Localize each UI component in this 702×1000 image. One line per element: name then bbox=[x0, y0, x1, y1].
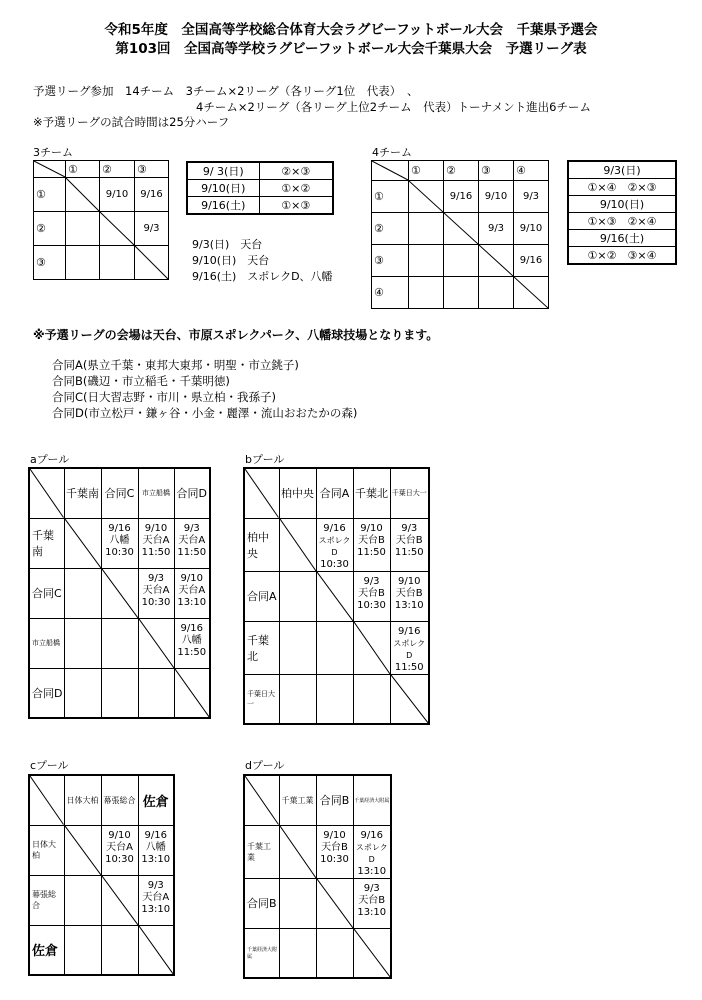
pool-b-grid bbox=[243, 467, 430, 725]
empty-cell bbox=[316, 674, 353, 724]
schedule-match: ①×③ bbox=[259, 197, 333, 215]
row-header: ④ bbox=[372, 277, 409, 309]
team-row-header: 千葉工業 bbox=[244, 825, 279, 878]
match-cell: 9/10 bbox=[100, 178, 135, 212]
team-row-header: 合同C bbox=[29, 568, 64, 618]
title-line-2: 第103回 全国高等学校ラグビーフットボール大会千葉県大会 予選リーグ表 bbox=[115, 41, 587, 57]
corner-cell bbox=[244, 775, 279, 825]
schedule-match: ①×③ ②×④ bbox=[568, 213, 676, 230]
match-cell: 9/10 bbox=[479, 181, 514, 213]
empty-cell bbox=[64, 618, 101, 668]
corner-cell bbox=[244, 468, 279, 518]
row-header: ② bbox=[372, 213, 409, 245]
diagonal-cell bbox=[279, 825, 316, 878]
col-header: ③ bbox=[479, 161, 514, 181]
match-cell: 9/16 bbox=[514, 245, 549, 277]
team-header: 市立船橋 bbox=[138, 468, 174, 518]
joint-team: 合同C(日大習志野・市川・県立柏・我孫子) bbox=[52, 390, 277, 404]
team-row-header: 合同D bbox=[29, 668, 64, 718]
joint-team: 合同A(県立千葉・東邦大東邦・明聖・市立銚子) bbox=[52, 358, 299, 372]
team-header: 日体大柏 bbox=[64, 775, 101, 825]
col-header: ④ bbox=[514, 161, 549, 181]
diagonal-cell bbox=[135, 246, 169, 280]
col-header: ② bbox=[100, 161, 135, 178]
empty-cell bbox=[100, 246, 135, 280]
diagonal-cell bbox=[479, 245, 514, 277]
team-header: 佐倉 bbox=[138, 775, 174, 825]
diagonal-cell bbox=[174, 668, 210, 718]
match-cell: 9/16 八幡 11:50 bbox=[174, 618, 210, 668]
pool-d-label: dプール bbox=[245, 759, 285, 772]
col-header: ② bbox=[444, 161, 479, 181]
row-header: ③ bbox=[34, 246, 66, 280]
diagonal-cell bbox=[100, 212, 135, 246]
diagonal-cell bbox=[390, 674, 429, 724]
empty-cell bbox=[64, 925, 101, 975]
schedule-match: ①×② bbox=[259, 180, 333, 197]
schedule-date: 9/16(土) bbox=[568, 230, 676, 247]
empty-cell bbox=[101, 668, 138, 718]
schedule-date: 9/16(土) bbox=[187, 197, 259, 215]
team-row-header: 千葉日大一 bbox=[244, 674, 279, 724]
diagonal-cell bbox=[514, 277, 549, 309]
pool-b-label: bプール bbox=[245, 453, 285, 466]
diagonal-cell bbox=[444, 213, 479, 245]
match-cell: 9/3 bbox=[514, 181, 549, 213]
diagonal-cell bbox=[101, 875, 138, 925]
col-header: ① bbox=[66, 161, 100, 178]
pool-c-label: cプール bbox=[30, 759, 69, 772]
empty-cell bbox=[64, 568, 101, 618]
team-row-header: 合同A bbox=[244, 571, 279, 621]
corner-cell bbox=[29, 775, 64, 825]
team-row-header: 市立船橋 bbox=[29, 618, 64, 668]
intro-line-2: 4チーム×2リーグ（各リーグ上位2チーム 代表）トーナメント進出6チーム bbox=[196, 100, 591, 114]
empty-cell bbox=[479, 277, 514, 309]
match-cell: 9/16 スポレクD 10:30 bbox=[316, 518, 353, 571]
three-team-label: 3チーム bbox=[33, 146, 73, 159]
match-cell: 9/3 天台A 10:30 bbox=[138, 568, 174, 618]
col-header: ③ bbox=[135, 161, 169, 178]
match-cell: 9/10 天台A 10:30 bbox=[101, 825, 138, 875]
schedule-date: 9/3(日) bbox=[568, 161, 676, 179]
match-cell: 9/16 bbox=[444, 181, 479, 213]
row-header: ③ bbox=[372, 245, 409, 277]
team-header: 合同C bbox=[101, 468, 138, 518]
corner-cell bbox=[34, 161, 66, 178]
empty-cell bbox=[66, 212, 100, 246]
col-header: ① bbox=[409, 161, 444, 181]
team-header: 千葉経済大附属 bbox=[353, 775, 391, 825]
team-header: 合同B bbox=[316, 775, 353, 825]
empty-cell bbox=[279, 621, 316, 674]
diagonal-cell bbox=[316, 878, 353, 928]
team-header: 合同D bbox=[174, 468, 210, 518]
diagonal-cell bbox=[279, 518, 316, 571]
empty-cell bbox=[138, 668, 174, 718]
diagonal-cell bbox=[66, 178, 100, 212]
intro-line-3: ※予選リーグの試合時間は25分ハーフ bbox=[33, 115, 230, 129]
empty-cell bbox=[353, 674, 390, 724]
match-cell: 9/3 bbox=[135, 212, 169, 246]
team-row-header: 幕張総合 bbox=[29, 875, 64, 925]
match-cell: 9/10 天台B 10:30 bbox=[316, 825, 353, 878]
team-header: 千葉工業 bbox=[279, 775, 316, 825]
schedule-date: 9/10(日) bbox=[187, 180, 259, 197]
match-cell: 9/3 天台B 11:50 bbox=[390, 518, 429, 571]
empty-cell bbox=[101, 618, 138, 668]
diagonal-cell bbox=[316, 571, 353, 621]
team-row-header: 柏中央 bbox=[244, 518, 279, 571]
corner-cell bbox=[29, 468, 64, 518]
match-cell: 9/10 天台A 13:10 bbox=[174, 568, 210, 618]
match-cell: 9/3 bbox=[479, 213, 514, 245]
diagonal-cell bbox=[409, 181, 444, 213]
empty-cell bbox=[409, 213, 444, 245]
venue-line: 9/10(日) 天台 bbox=[192, 254, 270, 267]
match-cell: 9/3 天台B 13:10 bbox=[353, 878, 391, 928]
team-row-header: 日体大柏 bbox=[29, 825, 64, 875]
four-team-grid bbox=[371, 160, 549, 309]
team-header: 千葉日大一 bbox=[390, 468, 429, 518]
empty-cell bbox=[279, 878, 316, 928]
empty-cell bbox=[279, 928, 316, 978]
joint-team: 合同B(磯辺・市立稲毛・千葉明徳) bbox=[52, 374, 230, 388]
diagonal-cell bbox=[64, 518, 101, 568]
empty-cell bbox=[409, 277, 444, 309]
empty-cell bbox=[316, 621, 353, 674]
match-cell: 9/10 天台B 13:10 bbox=[390, 571, 429, 621]
schedule-match: ②×③ bbox=[259, 162, 333, 180]
schedule-match: ①×④ ②×③ bbox=[568, 179, 676, 196]
schedule-date: 9/ 3(日) bbox=[187, 162, 259, 180]
pool-c-grid bbox=[28, 774, 175, 976]
team-row-header: 合同B bbox=[244, 878, 279, 928]
pool-d-grid bbox=[243, 774, 392, 979]
empty-cell bbox=[444, 245, 479, 277]
team-header: 幕張総合 bbox=[101, 775, 138, 825]
joint-team: 合同D(市立松戸・鎌ヶ谷・小金・麗澤・流山おおたかの森) bbox=[52, 406, 358, 420]
empty-cell bbox=[66, 246, 100, 280]
match-cell: 9/16 bbox=[135, 178, 169, 212]
diagonal-cell bbox=[138, 618, 174, 668]
empty-cell bbox=[64, 668, 101, 718]
match-cell: 9/3 天台B 10:30 bbox=[353, 571, 390, 621]
diagonal-cell bbox=[101, 568, 138, 618]
team-row-header: 千葉経済大附属 bbox=[244, 928, 279, 978]
match-cell: 9/16 スポレクD 13:10 bbox=[353, 825, 391, 878]
row-header: ② bbox=[34, 212, 66, 246]
diagonal-cell bbox=[353, 621, 390, 674]
diagonal-cell bbox=[138, 925, 174, 975]
schedule-match: ①×② ③×④ bbox=[568, 247, 676, 265]
row-header: ① bbox=[372, 181, 409, 213]
diagonal-cell bbox=[353, 928, 391, 978]
empty-cell bbox=[279, 571, 316, 621]
match-cell: 9/10 天台A 11:50 bbox=[138, 518, 174, 568]
corner-cell bbox=[372, 161, 409, 181]
empty-cell bbox=[64, 875, 101, 925]
three-team-grid bbox=[33, 160, 169, 280]
match-cell: 9/3 天台A 11:50 bbox=[174, 518, 210, 568]
diagonal-cell bbox=[64, 825, 101, 875]
team-row-header: 佐倉 bbox=[29, 925, 64, 975]
three-team-schedule bbox=[186, 161, 334, 215]
row-header: ① bbox=[34, 178, 66, 212]
match-cell: 9/3 天台A 13:10 bbox=[138, 875, 174, 925]
team-header: 千葉南 bbox=[64, 468, 101, 518]
venue-line: 9/3(日) 天台 bbox=[192, 238, 263, 251]
four-team-schedule bbox=[567, 160, 677, 265]
four-team-label: 4チーム bbox=[372, 146, 412, 159]
pool-a-grid bbox=[28, 467, 211, 719]
venue-note: ※予選リーグの会場は天台、市原スポレクパーク、八幡球技場となります。 bbox=[33, 328, 439, 342]
empty-cell bbox=[101, 925, 138, 975]
team-header: 合同A bbox=[316, 468, 353, 518]
team-row-header: 千葉南 bbox=[29, 518, 64, 568]
empty-cell bbox=[316, 928, 353, 978]
match-cell: 9/16 スポレクD 11:50 bbox=[390, 621, 429, 674]
empty-cell bbox=[409, 245, 444, 277]
venue-line: 9/16(土) スポレクD、八幡 bbox=[192, 270, 333, 283]
empty-cell bbox=[444, 277, 479, 309]
match-cell: 9/10 bbox=[514, 213, 549, 245]
team-header: 柏中央 bbox=[279, 468, 316, 518]
empty-cell bbox=[279, 674, 316, 724]
match-cell: 9/10 天台B 11:50 bbox=[353, 518, 390, 571]
team-header: 千葉北 bbox=[353, 468, 390, 518]
pool-a-label: aプール bbox=[30, 453, 70, 466]
intro-line-1: 予選リーグ参加 14チーム 3チーム×2リーグ（各リーグ1位 代表） 、 bbox=[33, 84, 419, 98]
match-cell: 9/16 八幡 13:10 bbox=[138, 825, 174, 875]
match-cell: 9/16 八幡 10:30 bbox=[101, 518, 138, 568]
team-row-header: 千葉北 bbox=[244, 621, 279, 674]
schedule-date: 9/10(日) bbox=[568, 196, 676, 213]
title-line-1: 令和5年度 全国高等学校総合体育大会ラグビーフットボール大会 千葉県予選会 bbox=[104, 22, 598, 38]
